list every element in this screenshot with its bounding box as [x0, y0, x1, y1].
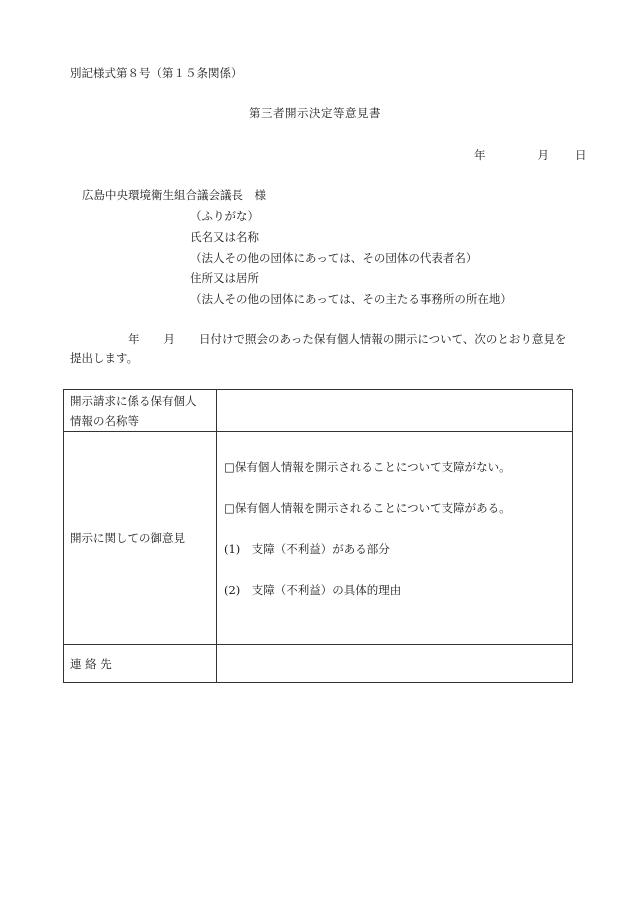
opinion-body [217, 432, 572, 644]
opinion-table [63, 389, 573, 683]
date-year: 年 [474, 148, 486, 162]
target-label-line2: 情報の名称等 [70, 413, 139, 428]
opinion-label-cell: 開示に関しての御意見 [64, 432, 217, 645]
item-affected-part: (1) 支障（不利益）がある部分 [224, 542, 390, 556]
request-paragraph-line2: 提出します。 [70, 351, 139, 365]
request-paragraph-line1 [128, 334, 566, 346]
document-title: 第三者開示決定等意見書 [249, 106, 381, 120]
contact-value-cell[interactable] [217, 645, 573, 683]
name-note: （法人その他の団体にあっては、その団体の代表者名） [190, 251, 478, 265]
option-issue-checkbox[interactable]: □保有個人情報を開示されることについて支障がある。 [224, 501, 511, 515]
option-no-issue-checkbox[interactable]: □保有個人情報を開示されることについて支障がない。 [224, 460, 511, 474]
date-month: 月 [537, 148, 549, 162]
target-value-cell[interactable] [217, 390, 573, 432]
form-number: 別記様式第８号（第１５条関係） [70, 66, 243, 80]
request-month: 月 [163, 332, 175, 346]
target-label-line1: 開示請求に係る保有個人 [70, 393, 197, 408]
request-text: 日付けで照会のあった保有個人情報の開示について、次のとおり意見を [199, 332, 567, 346]
contact-label-cell: 連 絡 先 [64, 645, 217, 683]
name-label: 氏名又は名称 [190, 230, 259, 244]
item-specific-reason: (2) 支障（不利益）の具体的理由 [224, 583, 402, 597]
furigana-label: （ふりがな） [190, 209, 259, 223]
table-row-contact [64, 645, 573, 683]
address-label: 住所又は居所 [190, 271, 259, 285]
date-day: 日 [575, 148, 587, 162]
addressee: 広島中央環境衛生組合議会議長 様 [82, 188, 266, 202]
table-row-target [64, 390, 573, 432]
date-line [474, 150, 587, 162]
target-label-cell [64, 390, 217, 432]
address-note: （法人その他の団体にあっては、その主たる事務所の所在地） [190, 292, 512, 306]
opinion-value-cell [217, 432, 573, 645]
request-year: 年 [128, 332, 140, 346]
table-row-opinion [64, 432, 573, 645]
